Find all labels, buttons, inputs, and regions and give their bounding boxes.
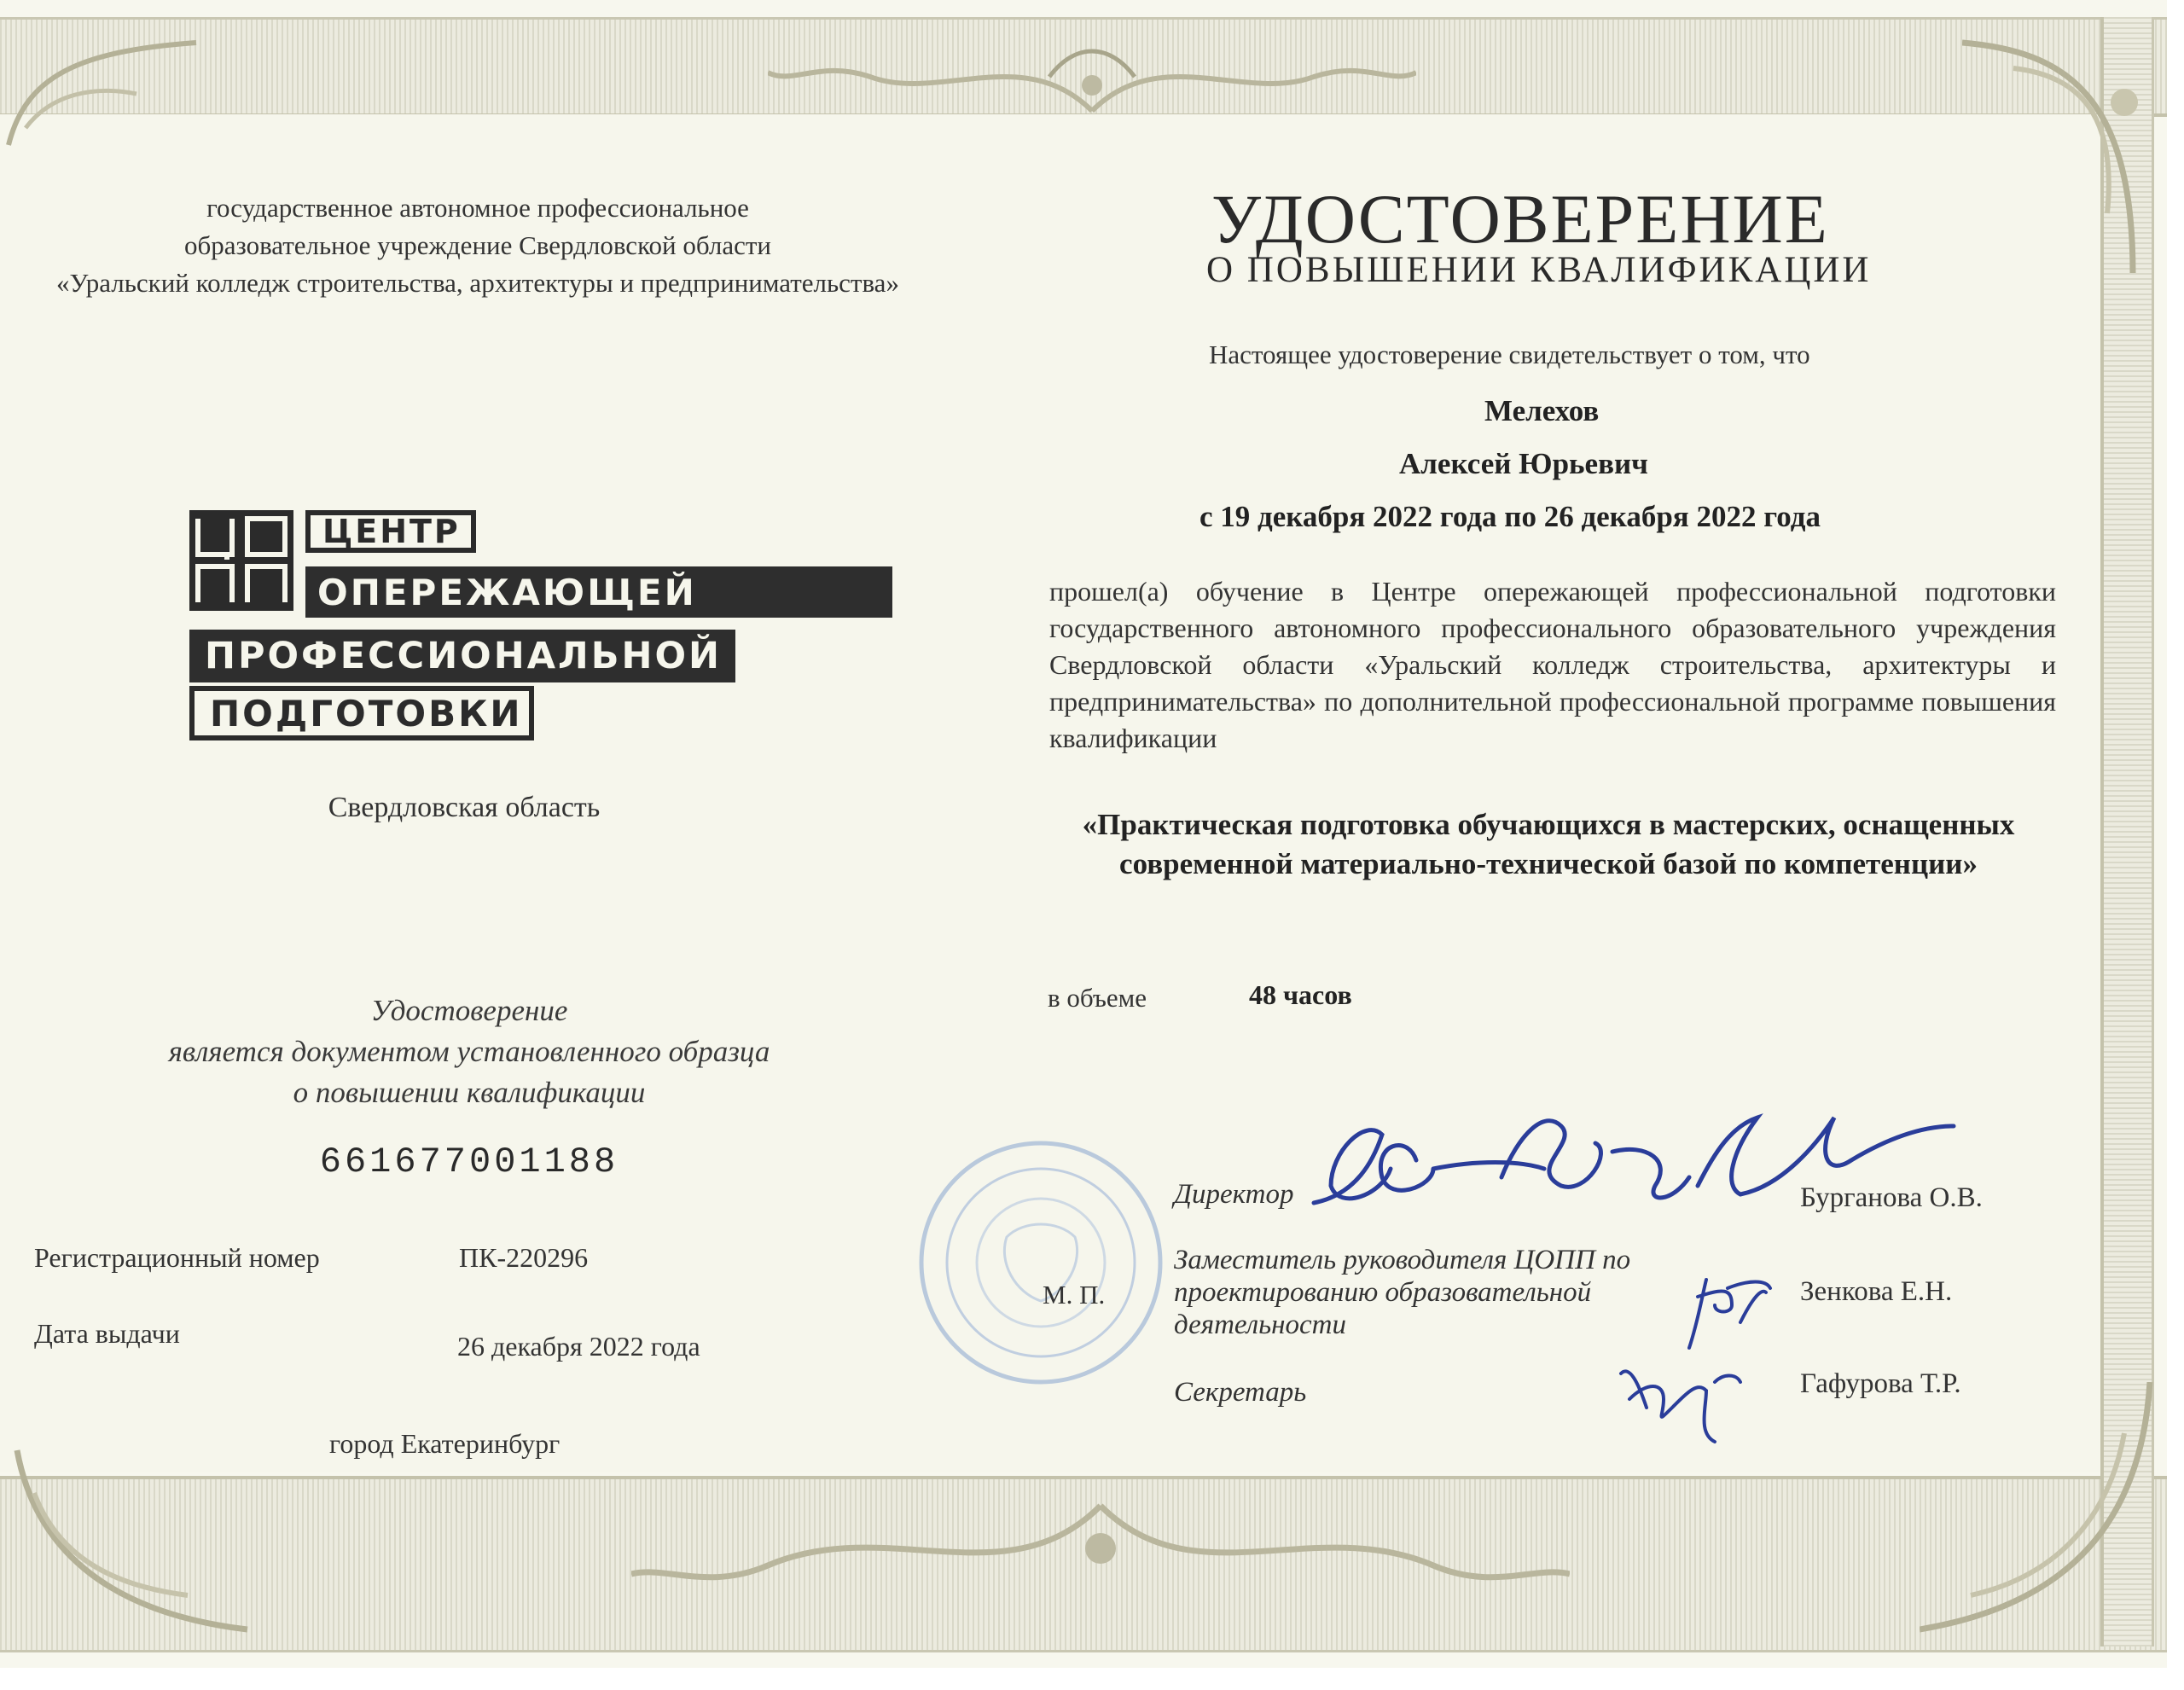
registration-number-label: Регистрационный номер	[34, 1242, 320, 1273]
region-label: Свердловская область	[328, 792, 601, 823]
holder-name: Алексей Юрьевич	[1399, 447, 1648, 480]
note-line-1: Удостоверение	[370, 994, 568, 1027]
ornament-corner-bottom-right-icon	[1920, 1382, 2167, 1646]
logo-line-3: ПРОФЕССИОНАЛЬНОЙ	[189, 630, 735, 682]
city-label: город Екатеринбург	[329, 1428, 561, 1459]
certificate-serial-number: 661677001188	[319, 1141, 619, 1182]
copp-logo	[189, 510, 740, 740]
certificate-subtitle: О ПОВЫШЕНИИ КВАЛИФИКАЦИИ	[1206, 250, 1872, 290]
program-title: «Практическая подготовка обучающихся в мастерских, оснащенных современной материально-технической базой по компетенции»	[1082, 808, 2015, 880]
certificate-title: УДОСТОВЕРЕНИЕ	[1211, 180, 1829, 258]
training-period: с 19 декабря 2022 года по 26 декабря 2022 года	[1199, 500, 1821, 533]
holder-surname: Мелехов	[1484, 394, 1600, 427]
signer-name-deputy: Зенкова Е.Н.	[1800, 1276, 1953, 1307]
org-line: государственное автономное профессиональное	[206, 193, 749, 223]
signer-name-director: Бурганова О.В.	[1800, 1182, 1983, 1213]
training-description: прошел(а) обучение в Центре опережающей профессиональной подготовки государственного автономного профессионального образовательного учреждения Свердловской области «Уральский колледж строительства, архитектуры и предпринимательства» по дополнительной профессиональной программе повышения квалификации	[1049, 576, 2056, 753]
org-line: «Уральский колледж строительства, архитектуры и предпринимательства»	[56, 268, 899, 298]
registration-number-value: ПК-220296	[459, 1242, 589, 1273]
issue-date-value: 26 декабря 2022 года	[457, 1331, 700, 1362]
ornament-bottom-center-icon	[631, 1480, 1570, 1617]
volume-value: 48 часов	[1249, 979, 1352, 1010]
logo-line-1: ЦЕНТР	[305, 510, 476, 553]
director-signature-icon	[1305, 1101, 1962, 1246]
ornament-corner-bottom-left-icon	[0, 1442, 256, 1646]
deputy-signature-icon	[1681, 1263, 1774, 1356]
secretary-signature-icon	[1612, 1348, 1749, 1450]
note-line-2: является документом установленного образца	[168, 1035, 770, 1068]
note-line-3: о повышении квалификации	[293, 1076, 646, 1109]
issuing-organization	[0, 189, 956, 302]
stamp-placeholder-label: М. П.	[1043, 1280, 1106, 1310]
copp-logo-mark-icon	[189, 510, 293, 611]
official-stamp-icon	[913, 1135, 1169, 1391]
signer-role-director: Директор	[1174, 1179, 1294, 1210]
logo-line-4: ПОДГОТОВКИ	[189, 686, 534, 740]
signer-role-secretary: Секретарь	[1174, 1377, 1307, 1408]
volume-label: в объеме	[1048, 983, 1147, 1013]
logo-line-2: ОПЕРЕЖАЮЩЕЙ	[305, 566, 892, 618]
signer-role-deputy: Заместитель руководителя ЦОПП по проектированию образовательной деятельности	[1174, 1245, 1631, 1340]
ornament-top-center-icon	[768, 26, 1416, 119]
signer-name-secretary: Гафурова Т.Р.	[1800, 1368, 1961, 1399]
ornament-corner-top-left-icon	[0, 26, 205, 154]
copp-letters-icon	[189, 510, 293, 611]
issue-date-label: Дата выдачи	[34, 1318, 180, 1349]
org-line: образовательное учреждение Свердловской области	[183, 230, 772, 260]
intro-text: Настоящее удостоверение свидетельствует о том, что	[1209, 340, 1810, 369]
